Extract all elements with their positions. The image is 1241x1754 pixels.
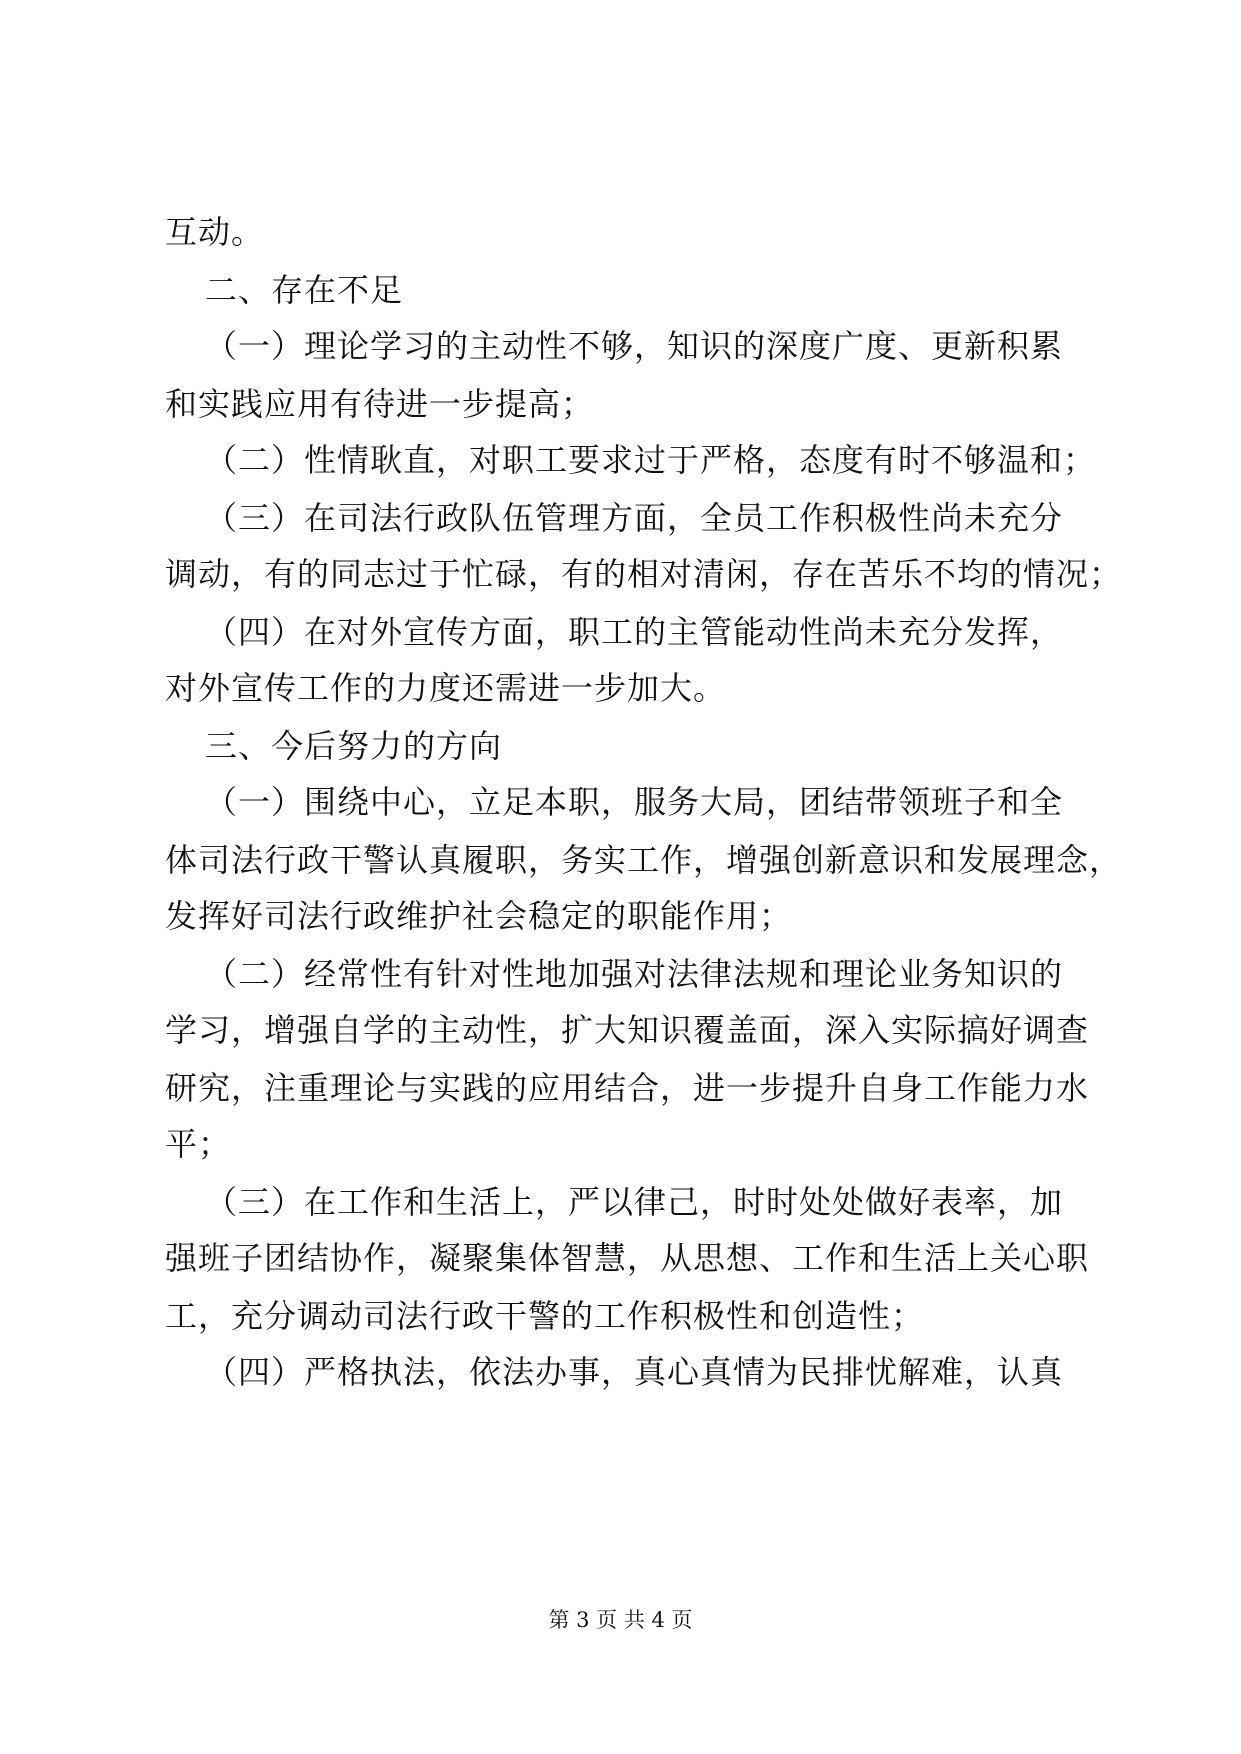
text-line: （一）理论学习的主动性不够，知识的深度广度、更新积累 (205, 327, 1064, 365)
text-line: 学习，增强自学的主动性，扩大知识覆盖面，深入实际搞好调查 (165, 1011, 1090, 1049)
text-line: 研究，注重理论与实践的应用结合，进一步提升自身工作能力水 (165, 1069, 1090, 1107)
text-line: （三）在工作和生活上，严以律己，时时处处做好表率，加 (205, 1183, 1064, 1221)
text-line: （二）经常性有针对性地加强对法律法规和理论业务知识的 (205, 955, 1064, 993)
text-line: （四）严格执法，依法办事，真心真情为民排忧解难，认真 (205, 1353, 1064, 1391)
text-line: 平； (165, 1125, 232, 1163)
text-line: 调动，有的同志过于忙碌，有的相对清闲，存在苦乐不均的情况； (165, 555, 1123, 593)
text-line: （四）在对外宣传方面，职工的主管能动性尚未充分发挥， (205, 613, 1064, 651)
text-line: 体司法行政干警认真履职，务实工作，增强创新意识和发展理念， (165, 841, 1123, 879)
section-heading: 二、存在不足 (205, 271, 404, 309)
text-line: （二）性情耿直，对职工要求过于严格，态度有时不够温和； (205, 441, 1097, 479)
text-line: 互动。 (165, 213, 265, 251)
section-heading: 三、今后努力的方向 (205, 727, 503, 765)
text-line: 工，充分调动司法行政干警的工作积极性和创造性； (165, 1297, 925, 1335)
text-line: 和实践应用有待进一步提高； (165, 385, 595, 423)
text-line: （三）在司法行政队伍管理方面，全员工作积极性尚未充分 (205, 499, 1064, 537)
text-line: 对外宣传工作的力度还需进一步加大。 (165, 669, 727, 707)
text-line: （一）围绕中心，立足本职，服务大局，团结带领班子和全 (205, 783, 1064, 821)
page-footer: 第 3 页 共 4 页 (548, 1608, 693, 1632)
text-line: 强班子团结协作，凝聚集体智慧，从思想、工作和生活上关心职 (165, 1239, 1090, 1277)
text-line: 发挥好司法行政维护社会稳定的职能作用； (165, 897, 793, 935)
